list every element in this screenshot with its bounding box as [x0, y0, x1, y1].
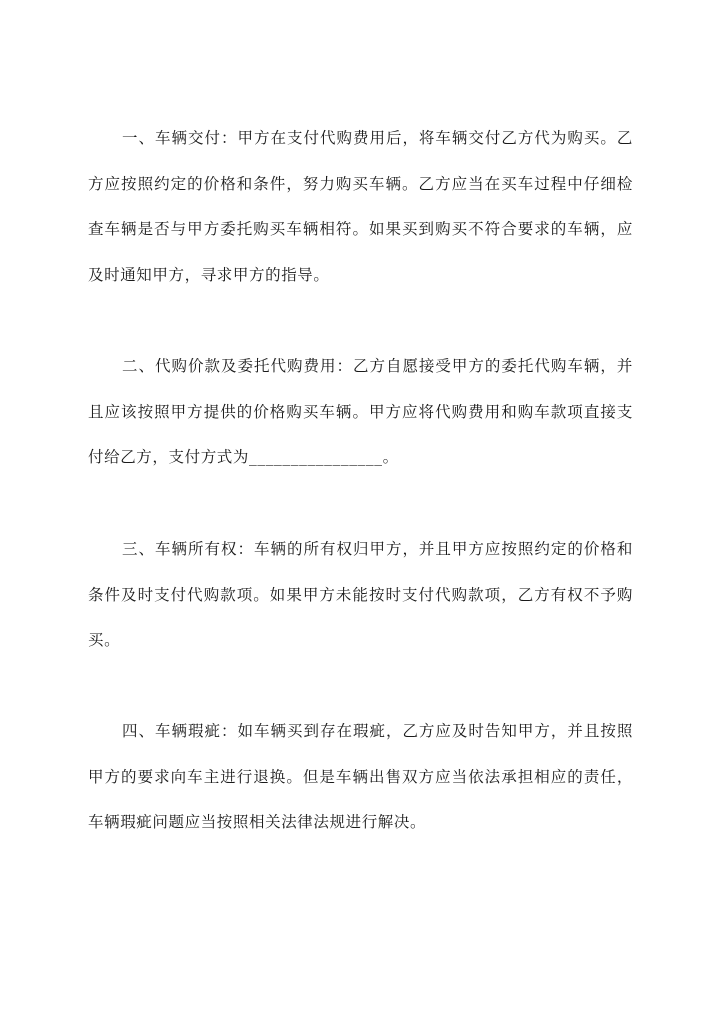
clause-price-and-fees: 二、代购价款及委托代购费用：乙方自愿接受甲方的委托代购车辆，并且应该按照甲方提供的价格购买车辆。甲方应将代购费用和购车款项直接支付给乙方，支付方式为________________。 [88, 357, 633, 466]
clause-vehicle-ownership: 三、车辆所有权：车辆的所有权归甲方，并且甲方应按照约定的价格和条件及时支付代购款项。如果甲方未能按时支付代购款项，乙方有权不予购买。 [88, 540, 633, 649]
clause-vehicle-defects: 四、车辆瑕疵：如车辆买到存在瑕疵，乙方应及时告知甲方，并且按照甲方的要求向车主进行退换。但是车辆出售双方应当依法承担相应的责任，车辆瑕疵问题应当按照相关法律法规进行解决。 [88, 722, 633, 831]
clause-vehicle-delivery: 一、车辆交付：甲方在支付代购费用后，将车辆交付乙方代为购买。乙方应按照约定的价格和条件，努力购买车辆。乙方应当在买车过程中仔细检查车辆是否与甲方委托购买车辆相符。如果买到购买不符合要求的车辆，应及时通知甲方，寻求甲方的指导。 [88, 129, 633, 284]
